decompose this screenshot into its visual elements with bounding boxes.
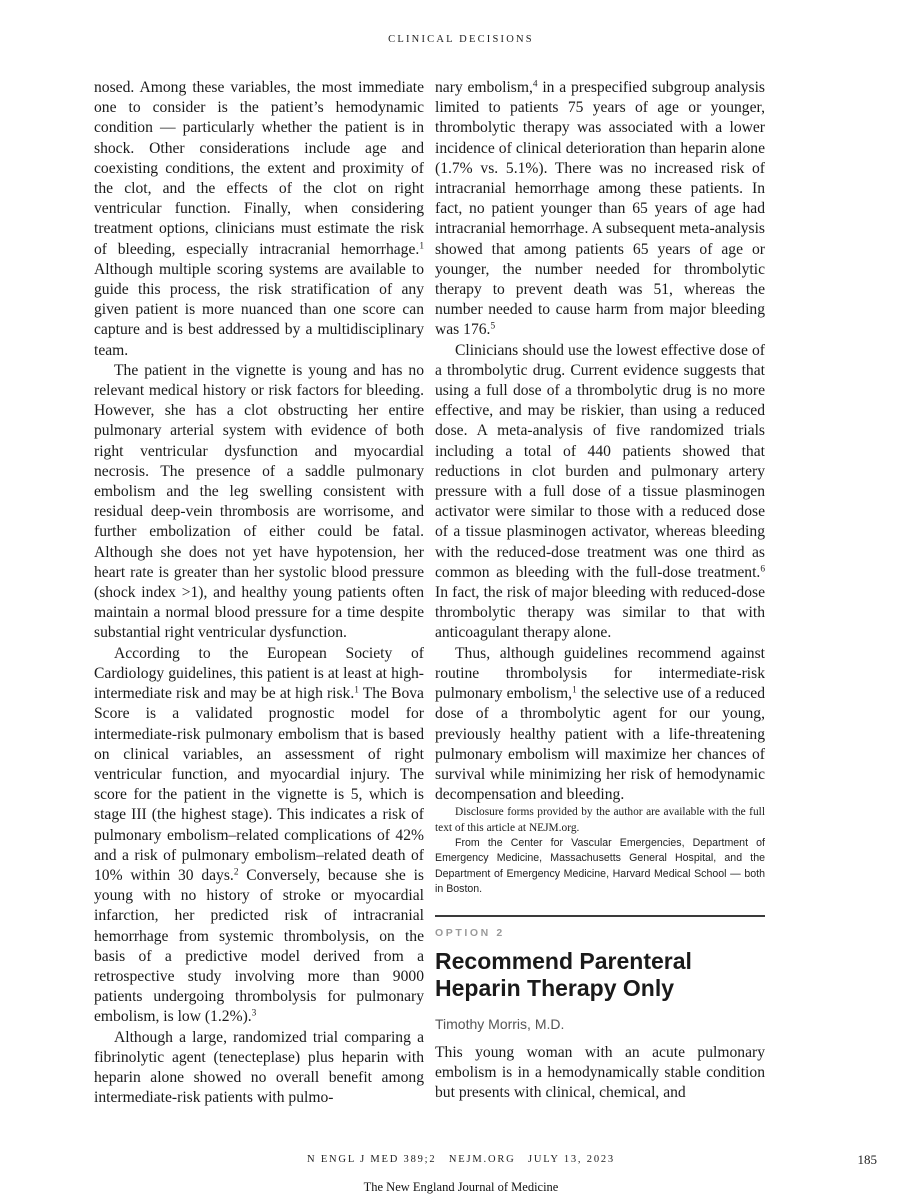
reference-marker[interactable]: 2 xyxy=(233,867,239,878)
page-footer xyxy=(0,1154,922,1165)
reference-marker[interactable]: 4 xyxy=(532,79,538,90)
paragraph: Thus, although guidelines recommend against routine thrombolysis for intermediate-risk pulmonary embolism,$^1$ the selective use of a reduced dose of a thrombolytic agent for our young, previously healthy patient with a life-threatening pulmonary embolism will maximize her chances of survival while minimizing her risk of hemodynamic decompensation and bleeding. xyxy=(435,644,765,804)
disclosure-note: Disclosure forms provided by the author are available with the full text of this article at NEJM.org. xyxy=(435,806,765,834)
reference-marker[interactable]: 1 xyxy=(572,685,577,696)
reference-marker[interactable]: 5 xyxy=(490,321,496,332)
author-byline: Timothy Morris, M.D. xyxy=(435,1015,565,1032)
paragraph: Clinicians should use the lowest effective dose of a thrombolytic drug. Current evidence suggests that using a full dose of a thrombolytic drug is no more effective, and may be riskier, than using a reduced dose. A meta-analysis of five randomized trials including a total of 440 patients showed that reductions in clot burden and pulmonary artery pressure with a full dose of a tissue plasminogen activator were similar to those with a reduced dose of a tissue plasminogen activator, whereas bleeding with the reduced-dose treatment was one third as common as bleeding with the full-dose treatment.$^6$ In fact, the risk of major bleeding with reduced-dose thrombolytic therapy was similar to that with anticoagulant therapy alone. xyxy=(435,341,765,642)
author-affiliation: From the Center for Vascular Emergencies, Department of Emergency Medicine, Massachusetts General Hospital, and the Department of Emergency Medicine, Harvard Medical School — both in Boston. xyxy=(435,836,765,895)
paragraph: Although a large, randomized trial comparing a fibrinolytic agent (tenecteplase) plus heparin with heparin alone showed no overall benefit among intermediate-risk patients with pulmo- xyxy=(94,1028,424,1107)
reference-marker[interactable]: 1 xyxy=(354,685,359,696)
paragraph: nary embolism,$^4$ in a prespecified subgroup analysis limited to patients 75 years of age or younger, thrombolytic therapy was associated with a lower incidence of clinical deterioration than heparin alone (1.7% vs. 5.1%). There was no increased risk of intracranial hemorrhage among these patients. In fact, no patient younger than 65 years of age had intracranial hemorrhage. A subsequent meta-analysis showed that among patients 65 years of age or younger, the number needed for thrombolytic therapy to prevent death was 51, whereas the number needed to cause harm from major bleeding was 176.$^5$ xyxy=(435,79,765,339)
paragraph: nosed. Among these variables, the most immediate one to consider is the patient’s hemodynamic condition — particularly whether the patient is in shock. Other considerations include age and coexisting conditions, the extent and proximity of the clot, and the effects of the clot on right ventricular function. Finally, when considering treatment options, clinicians must estimate the risk of bleeding, especially intracranial hemorrhage.$^1$ Although multiple scoring systems are available to guide this process, the risk stratification of any given patient is more nuanced than one score can capture and is best addressed by a multidisciplinary team. xyxy=(94,79,424,359)
journal-citation: N ENGL J MED 389;2 xyxy=(307,1154,437,1165)
left-column xyxy=(94,78,424,1108)
paragraph: According to the European Society of Cardiology guidelines, this patient is at least at high-intermediate risk and may be at high risk.$^1$ The Bova Score is a validated prognostic model for intermediate-risk pulmonary embolism that is based on clinical variables, an assessment of right ventricular function, and myocardial injury. The score for the patient in the vignette is 5, which is stage III (the highest stage). This indicates a risk of pulmonary embolism–related complications of 42% and a risk of pulmonary embolism–related death of 10% within 30 days.$^2$ Conversely, because she is young with no history of stroke or myocardial infarction, her predicted risk of intracranial hemorrhage from systemic thrombolysis, on the basis of a predictive model derived from a retrospective study involving more than 9000 patients undergoing thrombolysis for pulmonary embolism, is low (1.2%).$^3$ xyxy=(94,644,424,1026)
reference-marker[interactable]: 1 xyxy=(419,241,424,252)
option-label: OPTION 2 xyxy=(435,927,505,940)
section-divider xyxy=(435,915,765,917)
paragraph: The patient in the vignette is young and has no relevant medical history or risk factors for bleeding. However, she has a clot obstructing her entire pulmonary arterial system with evidence of both right ventricular dysfunction and myocardial necrosis. The presence of a saddle pulmonary embolism and the leg swelling consistent with residual deep-vein thrombosis are worrisome, and further embolization of either could be fatal. Although she does not yet have hypotension, her heart rate is greater than her systolic blood pressure (shock index >1), and healthy young patients often maintain a normal blood pressure for a time despite substantial right ventricular dysfunction. xyxy=(94,361,424,642)
issue-date: JULY 13, 2023 xyxy=(527,1154,615,1165)
option-title: Recommend Parenteral Heparin Therapy Only xyxy=(435,947,692,1001)
right-column xyxy=(435,78,765,1103)
paragraph: This young woman with an acute pulmonary embolism is in a hemodynamically stable condition but presents with clinical, chemical, and xyxy=(435,1043,765,1102)
reference-marker[interactable]: 6 xyxy=(760,564,765,575)
page-number: 185 xyxy=(857,1152,877,1167)
journal-site: NEJM.ORG xyxy=(448,1154,516,1165)
journal-watermark: The New England Journal of Medicine xyxy=(363,1180,559,1194)
reference-marker[interactable]: 3 xyxy=(251,1008,257,1019)
running-head: CLINICAL DECISIONS xyxy=(388,34,534,45)
